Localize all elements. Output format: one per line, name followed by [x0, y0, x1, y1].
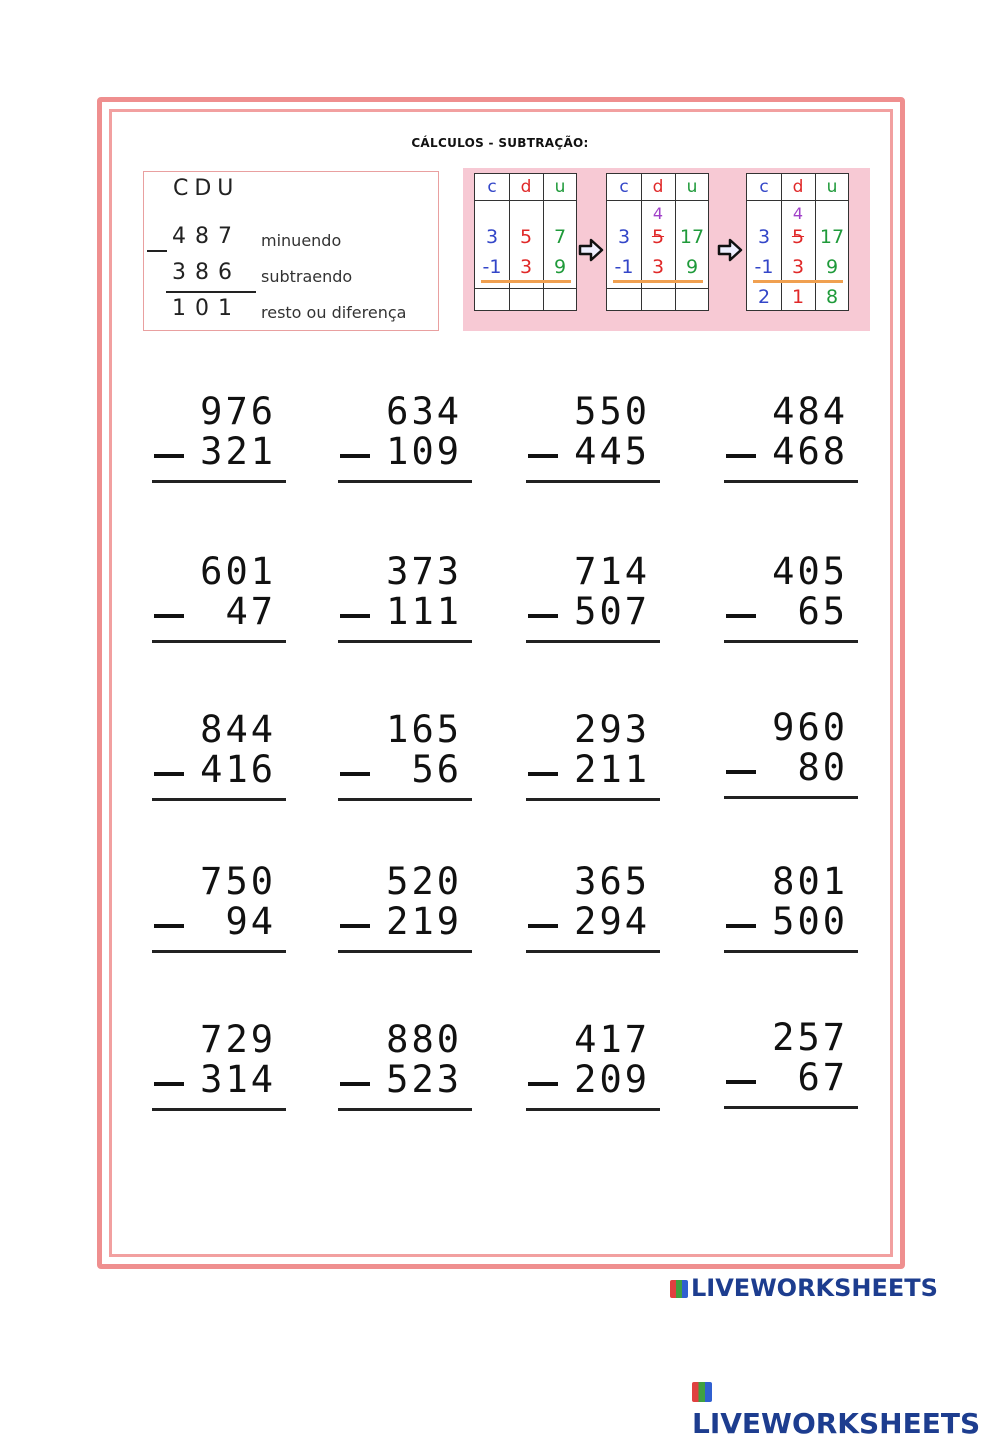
subtrahend: 80 [772, 746, 848, 789]
answer-line [152, 480, 286, 483]
exercise [336, 550, 476, 640]
digit: 3 [519, 256, 533, 278]
digit: 5 [791, 226, 805, 248]
exercise [524, 708, 664, 798]
answer-line [338, 640, 472, 643]
result-digit: 1 [791, 286, 805, 308]
minus-sign [154, 454, 184, 458]
minuend: 520 [386, 860, 462, 903]
subtrahend: 56 [386, 748, 462, 791]
minuend: 484 [772, 390, 848, 433]
minus-sign [340, 614, 370, 618]
subtrahend: 65 [772, 590, 848, 633]
minuend: 634 [386, 390, 462, 433]
answer-line [338, 1108, 472, 1111]
answer-line [152, 1108, 286, 1111]
liveworksheets-logo-icon [670, 1280, 688, 1298]
minus-sign [528, 772, 558, 776]
orange-line [753, 280, 843, 283]
subtrahend: 416 [200, 748, 276, 791]
answer-line [724, 950, 858, 953]
minus-sign [726, 454, 756, 458]
step-grid-3 [746, 173, 849, 311]
digit: 9 [825, 256, 839, 278]
exercise [150, 550, 290, 640]
minuend: 373 [386, 550, 462, 593]
answer-line [338, 480, 472, 483]
minuend: 257 [772, 1016, 848, 1059]
minuend: 844 [200, 708, 276, 751]
subtrahend-label: subtraendo [261, 267, 353, 286]
orange-line [613, 280, 703, 283]
exercise [150, 390, 290, 480]
subtrahend: 468 [772, 430, 848, 473]
answer-line [526, 1108, 660, 1111]
answer-line [338, 950, 472, 953]
subtrahend: 211 [574, 748, 650, 791]
exercise [722, 860, 862, 950]
digit: 3 [651, 256, 665, 278]
subtrahend: 111 [386, 590, 462, 633]
minus-sign [528, 454, 558, 458]
digit: 3 [791, 256, 805, 278]
subtrahend: 507 [574, 590, 650, 633]
liveworksheets-logo-icon [692, 1382, 712, 1402]
minus-sign [154, 1082, 184, 1086]
exercise [150, 860, 290, 950]
answer-line [526, 480, 660, 483]
digit: 3 [617, 226, 631, 248]
exercise [336, 390, 476, 480]
minus-sign [726, 924, 756, 928]
step-grid-2 [606, 173, 709, 311]
cdu-explanation-box [143, 171, 439, 331]
subtrahend: 219 [386, 900, 462, 943]
subtrahend: 321 [200, 430, 276, 473]
subtrahend: 500 [772, 900, 848, 943]
answer-line [152, 640, 286, 643]
minus-sign [340, 772, 370, 776]
minus-sign [147, 250, 167, 252]
digit: 9 [553, 256, 567, 278]
exercise [524, 550, 664, 640]
right-arrow-icon [716, 236, 744, 264]
minus-sign [154, 614, 184, 618]
minus-sign [726, 770, 756, 774]
answer-line [724, 1106, 858, 1109]
minuend: 165 [386, 708, 462, 751]
liveworksheets-footer[interactable] [692, 1374, 1000, 1440]
result-digit: 8 [825, 286, 839, 308]
minuend: 729 [200, 1018, 276, 1061]
digit: 7 [553, 226, 567, 248]
borrow-digit: 4 [792, 204, 804, 223]
exercise [524, 860, 664, 950]
watermark-text: LIVEWORKSHEETS [691, 1274, 938, 1302]
subtrahend: 523 [386, 1058, 462, 1101]
borrow-digit: 4 [652, 204, 664, 223]
answer-line [724, 480, 858, 483]
minuend: 550 [574, 390, 650, 433]
minus-sign [340, 924, 370, 928]
digit: 9 [685, 256, 699, 278]
answer-line [526, 640, 660, 643]
subtrahend: 109 [386, 430, 462, 473]
result-label: resto ou diferença [261, 303, 407, 322]
minus-sign [340, 1082, 370, 1086]
minus-sign [340, 454, 370, 458]
digit: 17 [819, 226, 845, 248]
digit: 5 [651, 226, 665, 248]
answer-line [724, 796, 858, 799]
header-u: u [686, 177, 698, 197]
answer-line [526, 950, 660, 953]
header-c: c [487, 177, 497, 197]
header-d: d [652, 177, 664, 197]
exercise [524, 390, 664, 480]
exercise [722, 1016, 862, 1106]
minus-sign [726, 1080, 756, 1084]
minus-sign [154, 924, 184, 928]
header-c: c [619, 177, 629, 197]
minuend: 880 [386, 1018, 462, 1061]
minuend: 417 [574, 1018, 650, 1061]
sum-line [166, 291, 256, 293]
minus-sign [726, 614, 756, 618]
exercise [524, 1018, 664, 1108]
header-d: d [520, 177, 532, 197]
digit: 17 [679, 226, 705, 248]
page-title: CÁLCULOS - SUBTRAÇÃO: [411, 136, 589, 150]
minus-sign [154, 772, 184, 776]
header-u: u [826, 177, 838, 197]
subtrahend: 67 [772, 1056, 848, 1099]
orange-line [481, 280, 571, 283]
minuend: 750 [200, 860, 276, 903]
minuend: 976 [200, 390, 276, 433]
header-u: u [554, 177, 566, 197]
digit: 3 [757, 226, 771, 248]
result-digit: 2 [757, 286, 771, 308]
minuend-value: 487 [172, 224, 241, 249]
exercise [336, 708, 476, 798]
answer-line [526, 798, 660, 801]
minuend: 801 [772, 860, 848, 903]
digit: 3 [485, 226, 499, 248]
exercise [336, 1018, 476, 1108]
liveworksheets-watermark [670, 1274, 938, 1302]
subtrahend: 94 [200, 900, 276, 943]
answer-line [724, 640, 858, 643]
exercise [722, 390, 862, 480]
minuend: 960 [772, 706, 848, 749]
minus-sign [528, 614, 558, 618]
footer-brand-text: LIVEWORKSHEETS [692, 1407, 981, 1440]
exercise [722, 550, 862, 640]
digit: 5 [519, 226, 533, 248]
subtrahend: 47 [200, 590, 276, 633]
subtrahend: 445 [574, 430, 650, 473]
subtrahend-value: 386 [172, 260, 241, 285]
answer-line [338, 798, 472, 801]
minuend: 405 [772, 550, 848, 593]
exercise [722, 706, 862, 796]
right-arrow-icon [577, 236, 605, 264]
subtrahend: 209 [574, 1058, 650, 1101]
subtrahend: 314 [200, 1058, 276, 1101]
minuend-label: minuendo [261, 231, 342, 250]
digit: -1 [754, 256, 774, 278]
exercise [150, 708, 290, 798]
subtrahend: 294 [574, 900, 650, 943]
answer-line [152, 950, 286, 953]
header-d: d [792, 177, 804, 197]
digit: -1 [482, 256, 502, 278]
example-steps-panel [463, 168, 870, 331]
exercise [336, 860, 476, 950]
minuend: 365 [574, 860, 650, 903]
digit: -1 [614, 256, 634, 278]
answer-line [152, 798, 286, 801]
minus-sign [528, 1082, 558, 1086]
minus-sign [528, 924, 558, 928]
step-grid-1 [474, 173, 577, 311]
minuend: 714 [574, 550, 650, 593]
minuend: 601 [200, 550, 276, 593]
cdu-header: CDU [173, 176, 240, 201]
exercise [150, 1018, 290, 1108]
header-c: c [759, 177, 769, 197]
result-value: 101 [172, 296, 241, 321]
minuend: 293 [574, 708, 650, 751]
